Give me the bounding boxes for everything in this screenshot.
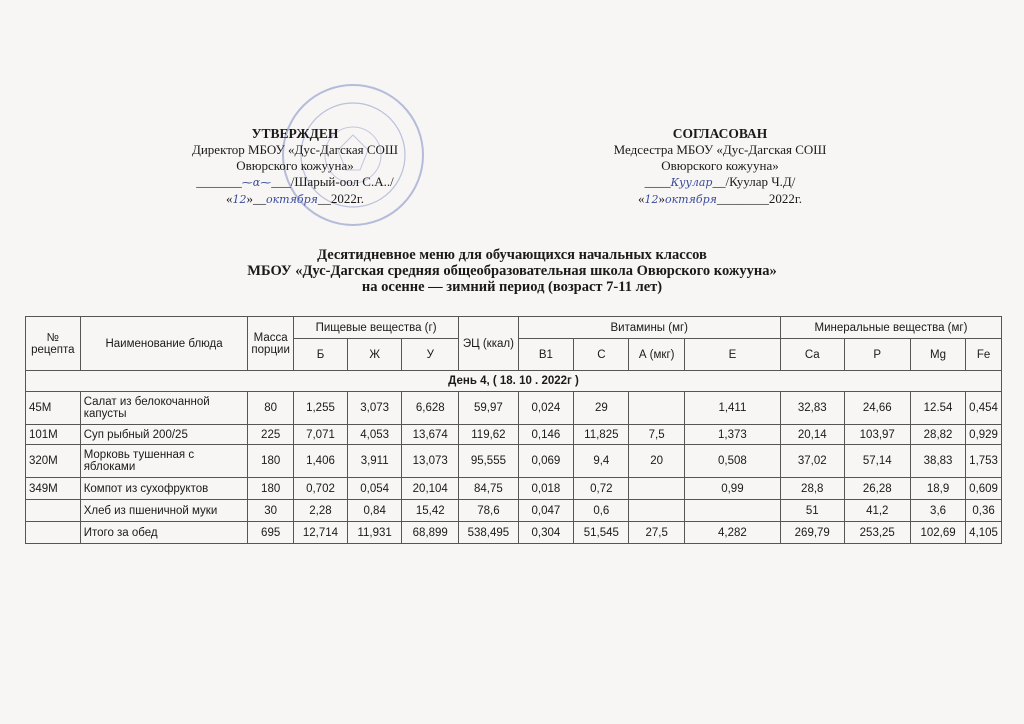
title-line-2: МБОУ «Дус-Дагская средняя общеобразовательная школа Овюрского кожууна» (247, 263, 777, 279)
header-recipe: № рецепта (26, 317, 81, 371)
agreed-date-day: 12 (644, 193, 659, 206)
table-row: 101М Суп рыбный 200/25 225 7,071 4,053 13,674 119,62 0,146 11,825 7,5 1,373 20,14 103,97 28,82 0,929 (26, 425, 1002, 445)
approved-heading: УТВЕРЖДЕН (251, 126, 339, 141)
agreement-block (590, 126, 850, 208)
header-zh: Ж (348, 339, 402, 371)
header-b: Б (293, 339, 347, 371)
header-minerals: Минеральные вещества (мг) (780, 317, 1001, 339)
approved-date-day: 12 (232, 193, 247, 206)
header-mass: Масса порции (248, 317, 293, 371)
table-row: 349М Компот из сухофруктов 180 0,702 0,054 20,104 84,75 0,018 0,72 0,99 28,8 26,28 18,9 0,609 (26, 478, 1002, 500)
header-dish: Наименование блюда (80, 317, 248, 371)
signature-scribble-icon: ⁓ɑ⁓ (241, 176, 272, 189)
header-vitamins: Витамины (мг) (518, 317, 780, 339)
page-title (0, 247, 1024, 295)
approved-date-month: октября (265, 193, 318, 206)
header-nutrients: Пищевые вещества (г) (293, 317, 458, 339)
agreed-signer-name: /Куулар Ч.Д/ (725, 174, 796, 189)
agreed-signature-line: ____Куулар__/Куулар Ч.Д/ (644, 174, 796, 189)
header-a: А (мкг) (629, 339, 684, 371)
signature-scribble-icon: Куулар (670, 176, 713, 189)
header-c: C (574, 339, 629, 371)
table-row: Хлеб из пшеничной муки 30 2,28 0,84 15,42 78,6 0,047 0,6 51 41,2 3,6 0,36 (26, 500, 1002, 522)
title-line-3: на осенне — зимний период (возраст 7-11 лет) (361, 279, 663, 295)
approved-signer-name: /Шарый-оол С.А../ (290, 174, 394, 189)
approval-block (165, 126, 425, 208)
approved-position: Директор МБОУ «Дус-Дагская СОШ (191, 142, 399, 157)
header-e: E (684, 339, 780, 371)
agreed-heading: СОГЛАСОВАН (672, 126, 768, 141)
approved-date: «12»__октября__2022г. (225, 191, 365, 206)
header-u: У (402, 339, 459, 371)
header-mg: Mg (910, 339, 965, 371)
table-total-row: Итого за обед 695 12,714 11,931 68,899 538,495 0,304 51,545 27,5 4,282 269,79 253,25 102,69 4,105 (26, 522, 1002, 544)
agreed-position: Медсестра МБОУ «Дус-Дагская СОШ (613, 142, 827, 157)
table-row: 45М Салат из белокочанной капусты 80 1,255 3,073 6,628 59,97 0,024 29 1,411 32,83 24,66 12.54 0,454 (26, 392, 1002, 425)
title-line-1: Десятидневное меню для обучающихся начальных классов (317, 247, 707, 263)
header-fe: Fe (966, 339, 1002, 371)
menu-table (25, 316, 1002, 544)
header-p: P (844, 339, 910, 371)
table-row: 320М Морковь тушенная с яблоками 180 1,406 3,911 13,073 95,555 0,069 9,4 20 0,508 37,02 57,14 38,83 1,753 (26, 445, 1002, 478)
agreed-date: «12»октября________2022г. (637, 191, 803, 206)
approved-organization: Овюрского кожууна» (236, 158, 354, 173)
header-b1: B1 (518, 339, 574, 371)
header-ca: Ca (780, 339, 844, 371)
approved-signature-line: _______⁓ɑ⁓___/Шарый-оол С.А../ (196, 174, 394, 189)
header-energy: ЭЦ (ккал) (459, 317, 518, 371)
approved-date-year: 2022г. (330, 191, 365, 206)
agreed-organization: Овюрского кожууна» (661, 158, 779, 173)
day-label: День 4, ( 18. 10 . 2022г ) (26, 371, 1002, 392)
agreed-date-month: октября (664, 193, 717, 206)
agreed-date-year: 2022г. (768, 191, 803, 206)
